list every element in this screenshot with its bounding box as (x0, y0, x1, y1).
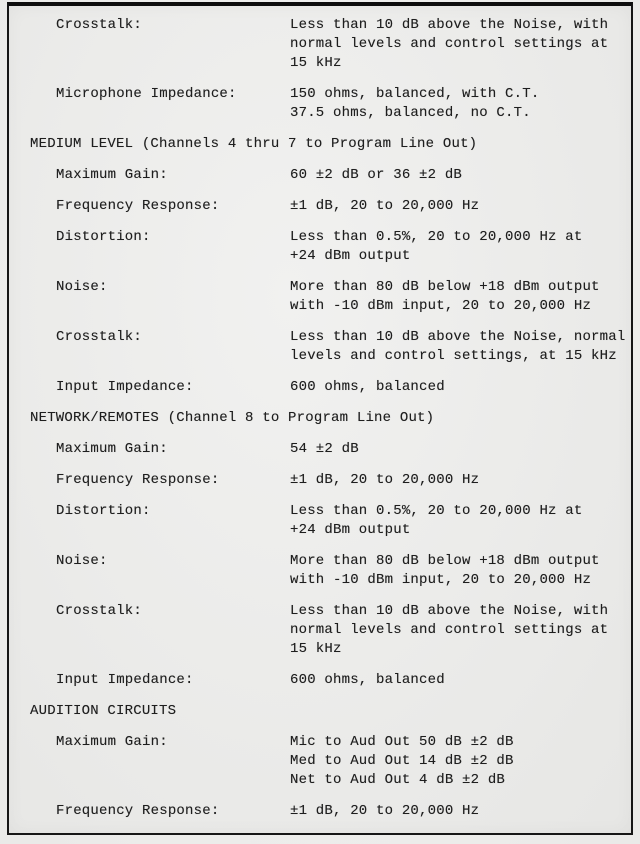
spec-section (9, 702, 623, 821)
spec-value (290, 802, 623, 821)
spec-value-line: ±1 dB, 20 to 20,000 Hz (290, 803, 480, 819)
spec-label: Frequency Response: (56, 198, 220, 214)
spec-row (9, 671, 623, 690)
spec-value-line: with -10 dBm input, 20 to 20,000 Hz (290, 572, 592, 588)
spec-label: Distortion: (56, 229, 151, 245)
spec-value (290, 471, 623, 490)
spec-label: Noise: (56, 553, 108, 569)
spec-section (9, 135, 626, 397)
spec-value (290, 440, 623, 459)
spec-label: Frequency Response: (56, 803, 220, 819)
spec-row (9, 502, 623, 540)
sections-container (9, 16, 626, 821)
spec-row (9, 85, 623, 123)
spec-value-line: Net to Aud Out 4 dB ±2 dB (290, 772, 506, 788)
spec-row (9, 733, 623, 790)
spec-row (9, 278, 623, 316)
spec-value-line: +24 dBm output (290, 522, 411, 538)
spec-value (290, 197, 623, 216)
spec-value (290, 228, 623, 266)
spec-row (9, 16, 623, 73)
spec-value (290, 16, 623, 73)
spec-value-line: Less than 0.5%, 20 to 20,000 Hz at (290, 503, 583, 519)
spec-row (9, 552, 623, 590)
spec-value (290, 278, 623, 316)
spec-section (9, 409, 623, 690)
spec-value-line: normal levels and control settings at (290, 622, 609, 638)
spec-row (9, 440, 623, 459)
spec-value-line: normal levels and control settings at (290, 36, 609, 52)
spec-value (290, 602, 623, 659)
spec-sheet (9, 6, 631, 821)
spec-value-line: 150 ohms, balanced, with C.T. (290, 86, 540, 102)
spec-label: Maximum Gain: (56, 441, 168, 457)
spec-label: Crosstalk: (56, 329, 143, 345)
spec-value-line: 600 ohms, balanced (290, 672, 445, 688)
spec-row (9, 197, 623, 216)
spec-label: Noise: (56, 279, 108, 295)
spec-value (290, 328, 625, 366)
spec-value-line: 15 kHz (290, 641, 342, 657)
spec-value (290, 671, 623, 690)
section-header: AUDITION CIRCUITS (30, 703, 177, 719)
spec-value-line: ±1 dB, 20 to 20,000 Hz (290, 472, 480, 488)
spec-value-line: Less than 10 dB above the Noise, with (290, 17, 609, 33)
spec-value-line: Less than 10 dB above the Noise, normal (290, 329, 626, 345)
spec-value-line: Mic to Aud Out 50 dB ±2 dB (290, 734, 514, 750)
spec-value-line: More than 80 dB below +18 dBm output (290, 279, 600, 295)
spec-value (290, 85, 623, 123)
spec-value (290, 378, 623, 397)
page-border-frame (7, 2, 633, 835)
spec-label: Microphone Impedance: (56, 86, 237, 102)
section-header: NETWORK/REMOTES (Channel 8 to Program Line Out) (30, 410, 435, 426)
spec-value-line: ±1 dB, 20 to 20,000 Hz (290, 198, 480, 214)
spec-value (290, 502, 623, 540)
spec-row (9, 602, 623, 659)
spec-value-line: +24 dBm output (290, 248, 411, 264)
spec-label: Input Impedance: (56, 672, 194, 688)
spec-value (290, 552, 623, 590)
spec-value-line: 15 kHz (290, 55, 342, 71)
spec-label: Distortion: (56, 503, 151, 519)
spec-label: Frequency Response: (56, 472, 220, 488)
spec-value (290, 166, 623, 185)
spec-value (290, 733, 623, 790)
spec-value-line: More than 80 dB below +18 dBm output (290, 553, 600, 569)
spec-row (9, 802, 623, 821)
spec-value-line: Less than 10 dB above the Noise, with (290, 603, 609, 619)
spec-row (9, 378, 623, 397)
spec-value-line: 54 ±2 dB (290, 441, 359, 457)
spec-section (9, 16, 623, 123)
spec-row (9, 328, 626, 366)
spec-row (9, 166, 623, 185)
spec-label: Crosstalk: (56, 603, 143, 619)
spec-label: Crosstalk: (56, 17, 143, 33)
spec-value-line: Med to Aud Out 14 dB ±2 dB (290, 753, 514, 769)
spec-value-line: with -10 dBm input, 20 to 20,000 Hz (290, 298, 592, 314)
spec-label: Maximum Gain: (56, 734, 168, 750)
spec-label: Input Impedance: (56, 379, 194, 395)
spec-row (9, 471, 623, 490)
section-header: MEDIUM LEVEL (Channels 4 thru 7 to Program Line Out) (30, 136, 478, 152)
spec-value-line: levels and control settings, at 15 kHz (290, 348, 617, 364)
spec-row (9, 228, 623, 266)
spec-value-line: 60 ±2 dB or 36 ±2 dB (290, 167, 463, 183)
spec-value-line: 600 ohms, balanced (290, 379, 445, 395)
spec-value-line: Less than 0.5%, 20 to 20,000 Hz at (290, 229, 583, 245)
spec-label: Maximum Gain: (56, 167, 168, 183)
spec-value-line: 37.5 ohms, balanced, no C.T. (290, 105, 531, 121)
